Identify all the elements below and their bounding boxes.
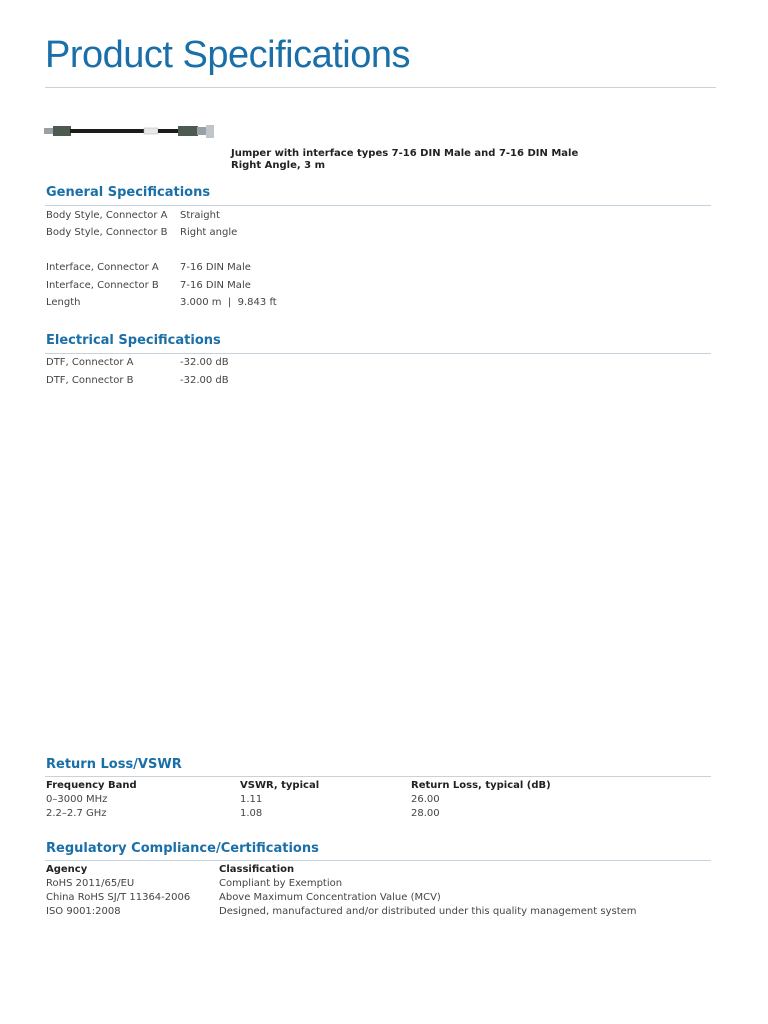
spec-label: Interface, Connector A bbox=[46, 262, 159, 273]
section-divider bbox=[45, 205, 711, 206]
spec-label: Body Style, Connector B bbox=[46, 227, 168, 238]
title-divider bbox=[45, 87, 716, 88]
spec-value: -32.00 dB bbox=[180, 375, 229, 386]
spec-label: Length bbox=[46, 297, 81, 308]
cable-jumper-image bbox=[44, 124, 216, 138]
column-header: Frequency Band bbox=[46, 780, 137, 791]
table-cell: 26.00 bbox=[411, 794, 440, 805]
spec-value: Right angle bbox=[180, 227, 238, 238]
spec-label: Body Style, Connector A bbox=[46, 210, 168, 221]
section-divider bbox=[45, 860, 711, 861]
product-description bbox=[231, 148, 578, 172]
electrical-specifications-heading: Electrical Specifications bbox=[46, 333, 221, 348]
column-header: Return Loss, typical (dB) bbox=[411, 780, 551, 791]
table-cell: ISO 9001:2008 bbox=[46, 906, 121, 917]
spec-value: -32.00 dB bbox=[180, 357, 229, 368]
table-cell: China RoHS SJ/T 11364-2006 bbox=[46, 892, 191, 903]
spec-value: 3.000 m | 9.843 ft bbox=[180, 297, 277, 308]
spec-label: Interface, Connector B bbox=[46, 280, 159, 291]
general-specifications-heading: General Specifications bbox=[46, 185, 211, 200]
table-cell: 1.11 bbox=[240, 794, 263, 805]
table-cell: 2.2–2.7 GHz bbox=[46, 808, 107, 819]
spec-label: DTF, Connector A bbox=[46, 357, 134, 368]
table-cell: Designed, manufactured and/or distributed under this quality management system bbox=[219, 906, 637, 917]
table-cell: Above Maximum Concentration Value (MCV) bbox=[219, 892, 441, 903]
regulatory-compliance-heading: Regulatory Compliance/Certifications bbox=[46, 841, 319, 856]
spec-value: Straight bbox=[180, 210, 220, 221]
page-title: Product Specifications bbox=[45, 34, 410, 76]
table-cell: RoHS 2011/65/EU bbox=[46, 878, 135, 889]
table-cell: Compliant by Exemption bbox=[219, 878, 343, 889]
table-cell: 1.08 bbox=[240, 808, 263, 819]
table-cell: 0–3000 MHz bbox=[46, 794, 108, 805]
column-header: Classification bbox=[219, 864, 295, 875]
column-header: VSWR, typical bbox=[240, 780, 320, 791]
spec-value: 7-16 DIN Male bbox=[180, 280, 251, 291]
section-divider bbox=[45, 353, 711, 354]
product-description-line: Right Angle, 3 m bbox=[231, 160, 326, 171]
product-description-line: Jumper with interface types 7-16 DIN Male and 7-16 DIN Male bbox=[231, 148, 579, 159]
table-cell: 28.00 bbox=[411, 808, 440, 819]
return-loss-vswr-heading: Return Loss/VSWR bbox=[46, 757, 182, 772]
spec-label: DTF, Connector B bbox=[46, 375, 134, 386]
section-divider bbox=[45, 776, 711, 777]
column-header: Agency bbox=[46, 864, 88, 875]
spec-value: 7-16 DIN Male bbox=[180, 262, 251, 273]
